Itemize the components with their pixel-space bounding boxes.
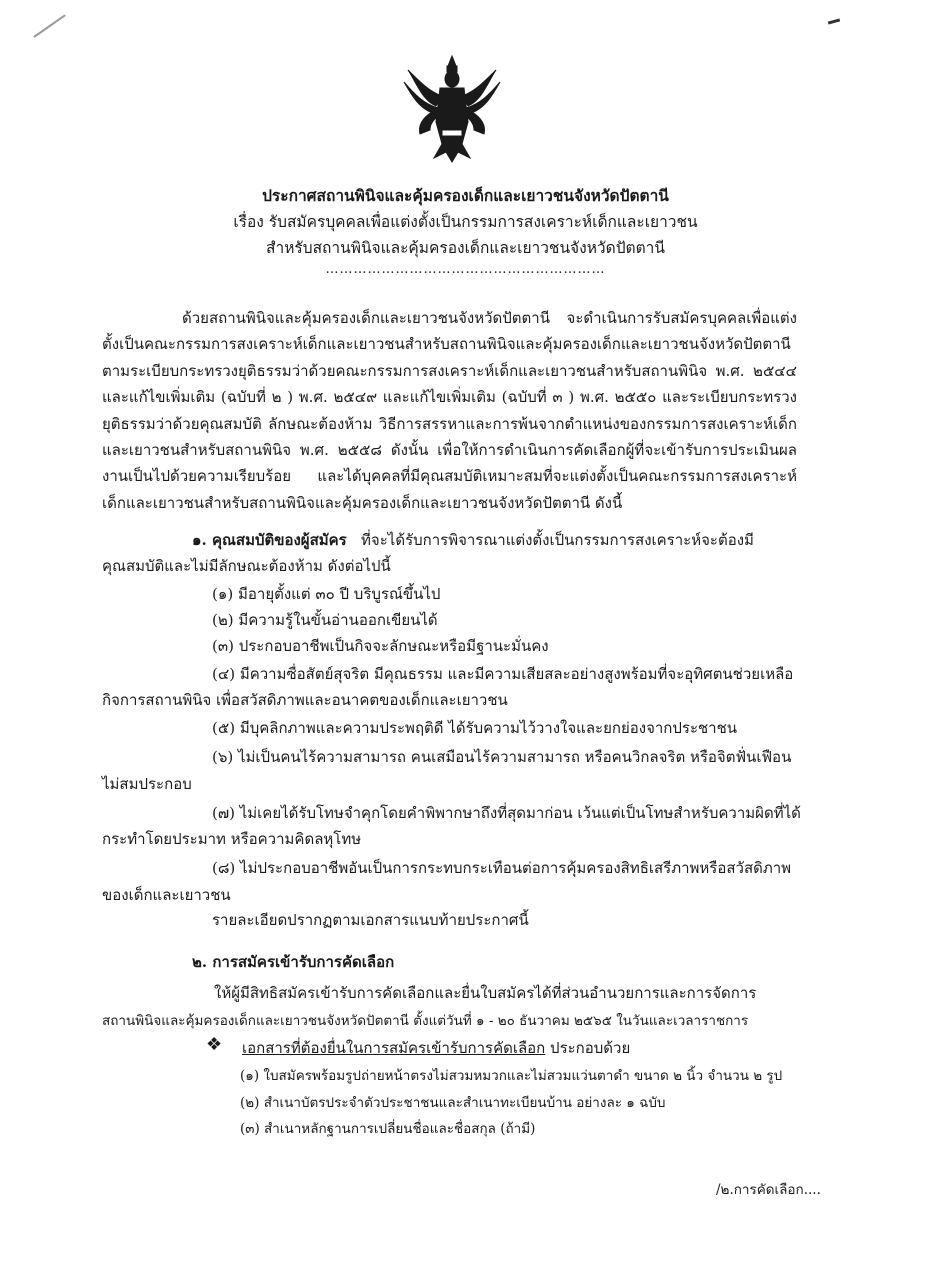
announcement-subject-line-2: สำหรับสถานพินิจและคุ้มครองเด็กและเยาวชนจังหวัดปัตตานี [266, 239, 665, 257]
qualification-item: (๓) ประกอบอาชีพเป็นกิจจะลักษณะหรือมีฐานะมั่นคง [212, 637, 549, 655]
garuda-emblem-icon [402, 52, 502, 164]
required-document: (๒) สำเนาบัตรประจำตัวประชาชนและสำเนาทะเบียนบ้าน อย่างละ ๑ ฉบับ [240, 1095, 666, 1111]
intro-paragraph [102, 305, 797, 516]
section-1-lead: ที่จะได้รับการพิจารณาแต่งตั้งเป็นกรรมการสงเคราะห์จะต้องมี [361, 531, 754, 549]
section-1-lead-cont: คุณสมบัติและไม่มีลักษณะต้องห้าม ดังต่อไปนี้ [102, 557, 391, 575]
qualification-item-cont: ไม่สมประกอบ [102, 775, 192, 793]
scan-mark [33, 14, 65, 37]
section-2-text: ให้ผู้มีสิทธิสมัครเข้ารับการคัดเลือกและยื่นใบสมัครได้ที่ส่วนอำนวยการและการจัดการ [214, 984, 757, 1002]
scan-mark [828, 18, 840, 24]
qualification-item: (๑) มีอายุตั้งแต่ ๓๐ ปี บริบูรณ์ขึ้นไป [212, 585, 441, 603]
section-2-heading-line [192, 949, 394, 975]
qualification-item-cont: กิจการสถานพินิจ เพื่อสวัสดิภาพและอนาคตของเด็กและเยาวชน [102, 691, 508, 709]
diamond-bullet-icon: ❖ [206, 1034, 223, 1055]
intro-text: ด้วยสถานพินิจและคุ้มครองเด็กและเยาวชนจังหวัดปัตตานี จะดำเนินการรับสมัครบุคคลเพื่อแต่งตั้งเป็นคณะกรรมการสงเคราะห์เด็กและเยาวชนสำหรับสถานพินิจและคุ้มครองเด็กและเยาวชนจังหวัดปัตตานี ตามระเบียบกระทรวงยุติธรรมว่าด้วยคณะกรรมการสงเคราะห์เด็กและเยาวชนสำหรับสถานพินิจ พ.ศ. ๒๕๔๔ และแก้ไขเพิ่มเติม (ฉบับที่ ๒ ) พ.ศ. ๒๕๔๙ และแก้ไขเพิ่มเติม (ฉบับที่ ๓ ) พ.ศ. ๒๕๕๐ และระเบียบกระทรวงยุติธรรมว่าด้วยคุณสมบัติ ลักษณะต้องห้าม วิธีการสรรหาและการพ้นจากตำแหน่งของกรรมการสงเคราะห์เด็กและเยาวชนสำหรับสถานพินิจ พ.ศ. ๒๕๕๘ ดังนั้น เพื่อให้การดำเนินการคัดเลือกผู้ที่จะเข้ารับการประเมินผลงานเป็นไปด้วยความเรียบร้อย และได้บุคคลที่มีคุณสมบัติเหมาะสมที่จะแต่งตั้งเป็นคณะกรรมการสงเคราะห์เด็กและเยาวชนสำหรับสถานพินิจและคุ้มครองเด็กและเยาวชนจังหวัดปัตตานี ดังนี้ [102, 309, 797, 512]
qualification-item: (๔) มีความซื่อสัตย์สุจริต มีคุณธรรม และมีความเสียสละอย่างสูงพร้อมที่จะอุทิศตนช่วยเหลือ [212, 665, 794, 683]
section-1-heading: ๑. คุณสมบัติของผู้สมัคร [192, 531, 347, 549]
documents-heading-line [242, 1035, 630, 1061]
documents-heading-suffix: ประกอบด้วย [550, 1039, 631, 1057]
qualification-item: (๒) มีความรู้ในขั้นอ่านออกเขียนได้ [212, 611, 438, 629]
documents-heading: เอกสารที่ต้องยื่นในการสมัครเข้ารับการคัดเลือก [242, 1039, 546, 1057]
announcement-title: ประกาศสถานพินิจและคุ้มครองเด็กและเยาวชนจังหวัดปัตตานี [262, 186, 669, 205]
section-1-heading-line [192, 527, 754, 553]
attachment-note: รายละเอียดปรากฏตามเอกสารแนบท้ายประกาศนี้ [212, 911, 529, 929]
qualification-item: (๘) ไม่ประกอบอาชีพอันเป็นการกระทบกระเทือนต่อการคุ้มครองสิทธิเสรีภาพหรือสวัสดิภาพ [212, 859, 792, 877]
section-2-heading: ๒. การสมัครเข้ารับการคัดเลือก [192, 953, 395, 971]
qualification-item: (๕) มีบุคลิกภาพและความประพฤติดี ได้รับความไว้วางใจและยกย่องจากประชาชน [212, 719, 738, 737]
required-document: (๓) สำเนาหลักฐานการเปลี่ยนชื่อและชื่อสกุล (ถ้ามี) [240, 1121, 536, 1137]
dotted-divider: …………………………………………………… [325, 262, 606, 277]
required-document: (๑) ใบสมัครพร้อมรูปถ่ายหน้าตรงไม่สวมหมวกและไม่สวมแว่นตาดำ ขนาด ๒ นิ้ว จำนวน ๒ รูป [240, 1068, 783, 1084]
qualification-item-cont: ของเด็กและเยาวชน [102, 886, 231, 904]
continuation-note: /๒.การคัดเลือก.... [716, 1182, 821, 1198]
qualification-item-cont: กระทำโดยประมาท หรือความคิดลหุโทษ [102, 830, 362, 848]
announcement-subject: เรื่อง รับสมัครบุคคลเพื่อแต่งตั้งเป็นกรรมการสงเคราะห์เด็กและเยาวชน [233, 213, 698, 231]
section-2-text-cont: สถานพินิจและคุ้มครองเด็กและเยาวชนจังหวัดปัตตานี ตั้งแต่วันที่ ๑ - ๒๐ ธันวาคม ๒๕๖๕ ในวันและเวลาราชการ [102, 1013, 749, 1029]
qualification-item: (๖) ไม่เป็นคนไร้ความสามารถ คนเสมือนไร้ความสามารถ หรือคนวิกลจริต หรือจิตฟั่นเฟือน [212, 748, 792, 766]
qualification-item: (๗) ไม่เคยได้รับโทษจำคุกโดยคำพิพากษาถึงที่สุดมาก่อน เว้นแต่เป็นโทษสำหรับความผิดที่ได้ [212, 804, 801, 822]
